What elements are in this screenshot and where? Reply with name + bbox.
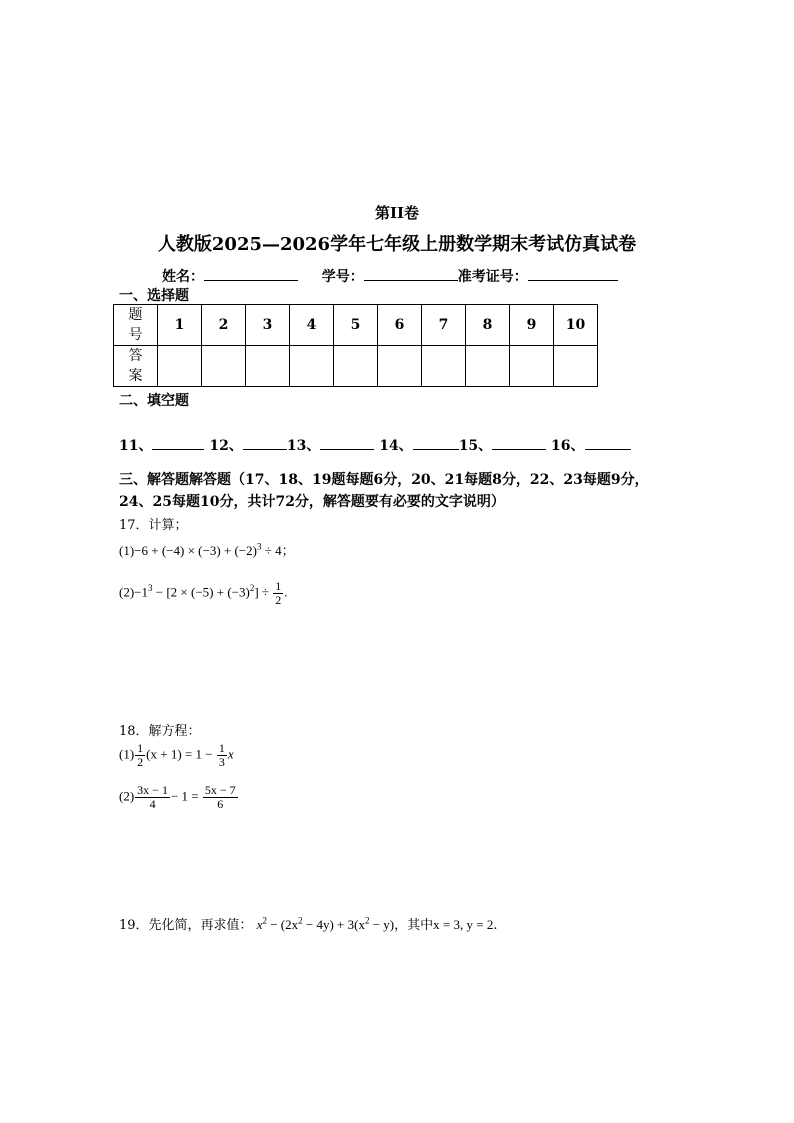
number-cell: 6	[378, 305, 422, 346]
blank-15[interactable]	[492, 435, 546, 450]
volume-label: 第II卷	[374, 204, 420, 222]
table-row-numbers	[114, 305, 598, 346]
answer-cell[interactable]	[554, 346, 598, 387]
blank-16[interactable]	[585, 435, 631, 450]
number-cell: 5	[334, 305, 378, 346]
name-label: 姓名：	[162, 269, 204, 285]
student-id-field[interactable]	[364, 266, 458, 281]
number-cell: 3	[246, 305, 290, 346]
answer-cell[interactable]	[334, 346, 378, 387]
blank-14[interactable]	[413, 435, 459, 450]
answer-table	[113, 304, 598, 387]
number-cell: 9	[510, 305, 554, 346]
number-cell: 8	[466, 305, 510, 346]
answer-cell[interactable]	[510, 346, 554, 387]
section-solve-heading: 三、解答题解答题（17、18、19题每题6分，20、21每题8分，22、23每题9分，24、25每题10分，共计72分，解答题要有必要的文字说明）	[119, 472, 649, 510]
answer-cell[interactable]	[158, 346, 202, 387]
blank-label-11: 11、	[119, 438, 153, 454]
fraction: $\frac{3x - 1}{4}$	[137, 783, 168, 811]
fraction: $\frac{1}{2}$	[275, 579, 282, 607]
number-cell: 2	[202, 305, 246, 346]
q17-part1: $(1)-6 + (-4) \times (-3) + (-2)^3 \div 4$；	[119, 541, 295, 558]
section-choice-heading: 一、选择题	[119, 288, 189, 304]
fraction: $\frac{5x - 7}{6}$	[204, 783, 236, 811]
q17-label: 17．计算；	[119, 518, 188, 533]
exam-id-label: 准考证号：	[457, 269, 528, 285]
q19-line: 19．先化简，再求值： $x^2 - (2x^2 - 4y) + 3(x^2 - y)$，其中x = 3, y = 2.	[119, 915, 498, 933]
section-fill-heading: 二、填空题	[119, 393, 189, 409]
number-cell: 1	[158, 305, 202, 346]
q18-label: 18．解方程：	[119, 724, 201, 739]
table-header-cell: 答 案	[114, 346, 158, 387]
number-cell: 7	[422, 305, 466, 346]
blank-label-12: 12、	[209, 438, 243, 454]
fraction: $\frac{1}{2}$	[137, 741, 144, 769]
blank-label-16: 16、	[551, 438, 585, 454]
student-info-line	[162, 266, 618, 286]
page-title: 人教版2025—2026学年七年级上册数学期末考试仿真试卷	[157, 234, 637, 255]
fill-blank-line	[119, 435, 631, 455]
blank-label-15: 15、	[458, 438, 493, 454]
answer-cell[interactable]	[466, 346, 510, 387]
blank-13[interactable]	[320, 435, 374, 450]
answer-cell[interactable]	[202, 346, 246, 387]
number-cell: 10	[554, 305, 598, 346]
answer-cell[interactable]	[422, 346, 466, 387]
blank-label-14: 14、	[379, 438, 413, 454]
answer-cell[interactable]	[378, 346, 422, 387]
answer-cell[interactable]	[246, 346, 290, 387]
student-id-label: 学号：	[321, 269, 364, 285]
blank-11[interactable]	[152, 435, 204, 450]
table-row-answers	[114, 346, 598, 387]
q19-expression: $x^2 - (2x^2 - 4y) + 3(x^2 - y)$	[256, 915, 395, 932]
q18-part1: (1) $\frac{1}{2}$ (x + 1) = 1 − $\frac{1}{3}$ x	[119, 741, 234, 769]
q18-part2: (2) $\frac{3x - 1}{4}$ − 1 = $\frac{5x - 7}{6}$	[119, 783, 236, 811]
q17-part2: $(2)-1^3 - [2 \times (-5) + (-3)^2]$ ÷ $\frac{1}{2}$ .	[119, 579, 288, 607]
table-header-cell: 题 号	[114, 305, 158, 346]
fraction: $\frac{1}{3}$	[218, 741, 225, 769]
exam-id-field[interactable]	[528, 266, 618, 281]
number-cell: 4	[290, 305, 334, 346]
name-field[interactable]	[204, 266, 298, 281]
blank-12[interactable]	[243, 435, 287, 450]
q19-label: 19．先化简，再求值：	[119, 918, 253, 933]
answer-cell[interactable]	[290, 346, 334, 387]
blank-label-13: 13、	[286, 438, 321, 454]
